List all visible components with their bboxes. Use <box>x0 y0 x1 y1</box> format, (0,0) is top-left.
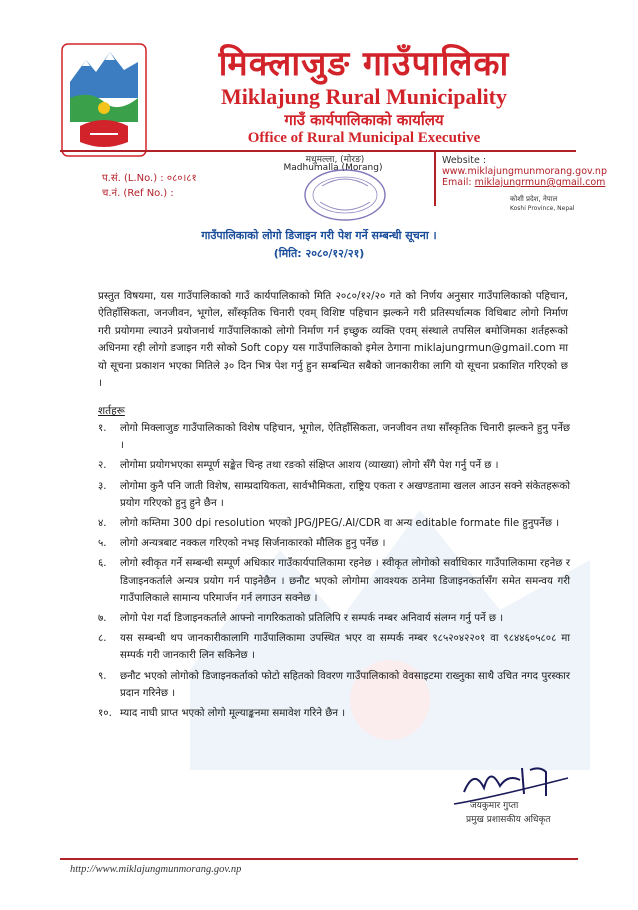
list-item: ६. लोगो स्वीकृत गर्ने सम्बन्धी सम्पूर्ण अधिकार गाउँकार्यपालिकामा रहनेछ । स्वीकृत लोगोको सर्वाधिकार गाउँपालिकामा रहनेछ र डिजाइनकर्ताले अन्यत्र प्रयोग गर्न पाइनेछैन । छनौट भएको लोगोमा आवश्यक ठानेमा डिजाइनकर्तासँग समेत समन्वय गरी गाउँपालिकाले सामान्य परिमार्जन गर्न लगाउन सक्नेछ । <box>98 558 570 604</box>
list-item: ८. यस सम्बन्धी थप जानकारीकालागि गाउँपालिकामा उपस्थित भएर वा सम्पर्क नम्बर ९८५२०४२२०१ वा ९८४४६०५८०८ मा सम्पर्क गरी जानकारी लिन सकिनेछ । <box>98 633 570 662</box>
header-title-english: Miklajung Rural Municipality <box>220 84 508 109</box>
website-label: Website : <box>442 155 487 166</box>
list-item: २. लोगोमा प्रयोगभएका सम्पूर्ण सङ्केत चिन्ह तथा रङको संक्षिप्त आशय (व्याख्या) लोगो सँगै पेश गर्नु पर्ने छ । <box>98 460 499 472</box>
reference-number-label: च.नं. (Ref No.) : <box>102 188 174 199</box>
notice-subject: गाउँपालिकाको लोगो डिजाइन गरी पेश गर्ने सम्बन्धी सूचना । <box>201 229 437 242</box>
address-nepali: मधुमल्ला, (मोरङ) <box>305 155 365 165</box>
list-item: ७. लोगो पेश गर्दा डिजाइनकर्ताले आफ्नो नागरिकताको प्रतिलिपि र सम्पर्क नम्बर अनिवार्य संलग्न गर्नु पर्ने छ । <box>98 613 504 625</box>
header-title-nepali: मिक्लाजुङ गाउँपालिका <box>218 44 510 84</box>
office-name-english: Office of Rural Municipal Executive <box>247 130 481 146</box>
province-nepali: कोशी प्रदेश, नेपाल <box>510 195 558 203</box>
conditions-heading: शर्तहरू <box>98 405 125 417</box>
list-item: ९. छनौट भएको लोगोको डिजाइनकर्ताको फोटो सहितको विवरण गाउँपालिकाको वेवसाइटमा राख्नुका साथै उचित नगद पुरस्कार प्रदान गरिनेछ । <box>98 670 570 699</box>
signatory-title: प्रमुख प्रशासकीय अधिकृत <box>466 815 551 825</box>
email-link[interactable]: miklajungrmun@gmail.com <box>474 177 606 188</box>
list-item: ५. लोगो अन्यत्रबाट नक्कल गरिएको नभइ सिर्जनाकारको मौलिक हुनु पर्नेछ । <box>98 538 386 550</box>
list-item: ३. लोगोमा कुनै पनि जाती विशेष, साम्प्रदायिकता, सार्वभौमिकता, राष्ट्रिय एकता र अखण्डतामा खलल आउन सक्ने संकेतहरूको प्रयोग गरिएको हुनु हुने छैन । <box>98 480 570 509</box>
letter-number-label: प.सं. (L.No.) : <box>102 173 164 184</box>
list-item: १०. म्याद नाघी प्राप्त भएको लोगो मूल्याङ्कनमा समावेश गरिने छैन । <box>98 708 346 720</box>
email-label: Email: <box>442 177 472 188</box>
website-link[interactable]: www.miklajungmunmorang.gov.np <box>442 166 607 177</box>
province-english: Koshi Province, Nepal <box>510 205 575 212</box>
header-vertical-divider <box>434 150 436 206</box>
notice-body: प्रस्तुत विषयमा, यस गाउँपालिकाको गाउँ कार्यपालिकाको मिति २०८०/१२/२० गते को निर्णय अनुसार गाउँपालिकाको पहिचान, ऐतिहाँसिकता, जनजीवन, भूगोल, साँस्कृतिक चिनारी एवम् विशिष्ट पहिचान झल्कने गरी प्रतिस्पर्धात्मक विधिबाट लोगो निर्माण गरी प्रयोगमा ल्याउने प्रयोजनार्थ गाउँपालिकाको लोगो निर्माण गर्न इच्छुक व्यक्ति एवम् संस्थाले तपसिल बमोजिमका शर्तहरूको अधिनमा रही लोगो डजाइन गरी सोको Soft copy यस गाउँपालिकाको इमेल ठेगाना miklajungrmun@gmail.com मा यो सूचना प्रकाशन भएका मितिले ३० दिन भित्र पेश गर्नु हुन सम्बन्धित सबैको जानकारीका लागि यो सूचना प्रकाशित गरिएको छ । <box>98 290 568 390</box>
footer-website-link[interactable]: http://www.miklajungmunmorang.gov.np <box>70 864 242 875</box>
address-english: Madhumalla (Morang) <box>283 163 383 173</box>
email-line <box>442 176 605 189</box>
office-stamp-icon <box>300 166 390 224</box>
municipality-emblem-icon <box>60 42 148 158</box>
list-item: १. लोगो मिक्लाजुङ गाउँपालिकाको विशेष पहिचान, भूगोल, ऐतिहाँसिकता, जनजीवन तथा साँस्कृतिक चिनारी झल्कने हुनु पर्नेछ । <box>98 423 570 452</box>
signatory-name: जयकुमार गुप्ता <box>470 801 519 811</box>
letter-number <box>102 172 197 186</box>
conditions-list <box>98 420 570 725</box>
footer-divider <box>60 858 578 860</box>
letter-number-value: ०८०।८१ <box>166 173 197 184</box>
notice-date: (मिति: २०८०/१२/२१) <box>273 247 365 260</box>
office-name-nepali: गाउँ कार्यपालिकाको कार्यालय <box>284 111 444 129</box>
list-item: ४. लोगो कम्तिमा 300 dpi resolution भएको JPG/JPEG/.AI/CDR वा अन्य editable formate file हुनुपर्नेछ । <box>98 518 560 530</box>
